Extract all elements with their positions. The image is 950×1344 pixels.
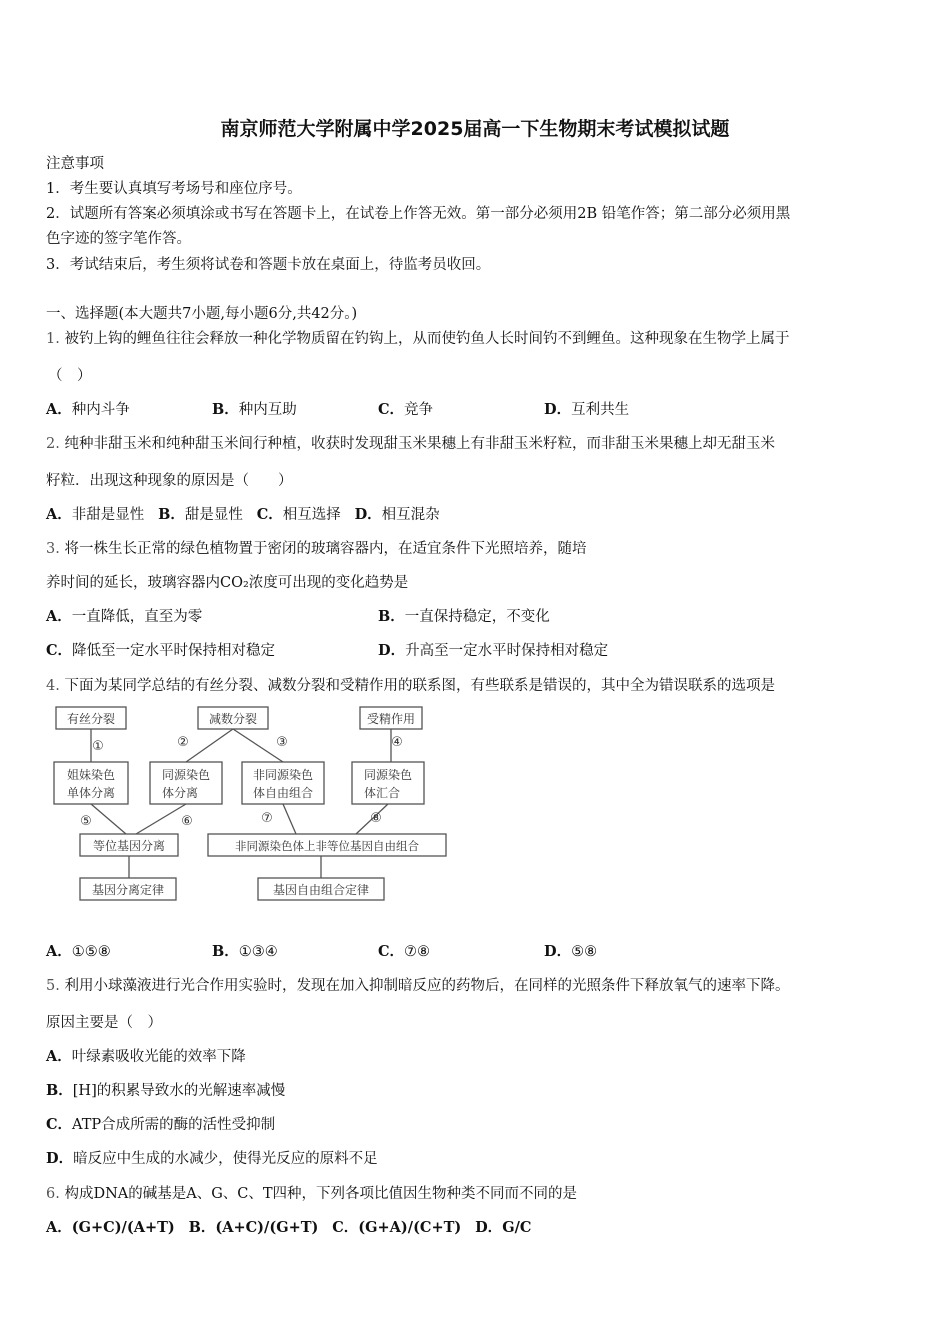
- question-2: [46, 432, 775, 453]
- option-c: [378, 398, 433, 419]
- option-label: C．: [256, 506, 283, 523]
- option-label: D．: [544, 401, 572, 418]
- question-text: 将一株生长正常的绿色植物置于密闭的玻璃容器内，在适宜条件下光照培养，随培: [64, 541, 587, 557]
- label-mitosis: 有丝分裂: [66, 712, 116, 726]
- marker-2: ②: [177, 735, 189, 750]
- option-text: 升高至一定水平时保持相对稳定: [405, 643, 609, 659]
- question-number: 5.: [46, 978, 60, 994]
- option-text: 降低至一定水平时保持相对稳定: [72, 643, 276, 659]
- option-text: ①⑤⑧: [71, 944, 111, 960]
- option-label: A．: [46, 608, 72, 625]
- option-d: [544, 940, 597, 961]
- marker-4: ④: [391, 735, 403, 750]
- option-c: [378, 940, 430, 961]
- option-label: C．: [378, 943, 405, 960]
- option-a: [46, 605, 202, 626]
- option-c: [46, 639, 275, 660]
- option-label: D．: [378, 642, 406, 659]
- option-a: [46, 1045, 246, 1066]
- option-d: [46, 1147, 378, 1168]
- option-text: 种内斗争: [71, 402, 130, 418]
- option-text: 叶绿素吸收光能的效率下降: [71, 1049, 246, 1065]
- notice-item: 色字迹的签字笔作答。: [46, 231, 191, 247]
- option-label: B．: [158, 506, 185, 523]
- question-number: 4.: [46, 678, 60, 694]
- option-text: 一直保持稳定，不变化: [404, 609, 550, 625]
- marker-5: ⑤: [80, 814, 92, 829]
- question-number: 6.: [46, 1186, 60, 1202]
- option-text: (G+A)/(C+T): [358, 1219, 462, 1236]
- question-text: 下面为某同学总结的有丝分裂、减数分裂和受精作用的联系图，有些联系是错误的，其中全为错误联系的选项是: [64, 678, 775, 694]
- option-text: 相互选择: [282, 507, 341, 523]
- question-text: 原因主要是（ ）: [46, 1015, 162, 1031]
- option-label: A．: [46, 1048, 72, 1065]
- option-text: (A+C)/(G+T): [215, 1219, 319, 1236]
- marker-7: ⑦: [261, 811, 273, 826]
- option-text: (G+C)/(A+T): [71, 1219, 175, 1236]
- label-homolog-sep-2: 体分离: [161, 786, 199, 800]
- question-1: [46, 327, 789, 348]
- option-label: A．: [46, 506, 72, 523]
- option-label: C．: [378, 401, 405, 418]
- option-d: [544, 398, 629, 419]
- option-b: [212, 398, 297, 419]
- option-label: B．: [212, 401, 239, 418]
- label-homolog-join-1: 同源染色: [363, 768, 413, 782]
- marker-1: ①: [92, 739, 104, 754]
- marker-3: ③: [276, 735, 288, 750]
- notice-item: 3．考试结束后，考生须将试卷和答题卡放在桌面上，待监考员收回。: [46, 257, 491, 273]
- question-4: [46, 674, 775, 695]
- option-label: B．: [378, 608, 405, 625]
- option-b: [378, 605, 550, 626]
- marker-6: ⑥: [181, 814, 193, 829]
- option-label: B．: [188, 1219, 216, 1236]
- label-segregation-law: 基因分离定律: [91, 883, 165, 897]
- option-text: 非甜是显性: [71, 507, 145, 523]
- notice-heading: 注意事项: [46, 156, 104, 172]
- option-text: 甜是显性: [184, 507, 243, 523]
- question-text: 养时间的延长，玻璃容器内CO₂浓度可出现的变化趋势是: [46, 575, 409, 591]
- option-label: D．: [354, 506, 382, 523]
- label-homolog-sep-1: 同源染色: [161, 768, 211, 782]
- option-b: [212, 940, 278, 961]
- label-sister-1: 姐妹染色: [66, 768, 116, 782]
- question-6: [46, 1182, 577, 1203]
- option-d: [378, 639, 608, 660]
- option-a: [46, 398, 130, 419]
- question-text: 构成DNA的碱基是A、G、C、T四种，下列各项比值因生物种类不同而不同的是: [64, 1186, 578, 1202]
- option-text: 互利共生: [571, 402, 630, 418]
- label-assortment-law: 基因自由组合定律: [272, 883, 370, 897]
- notice-item: 1．考生要认真填写考场号和座位序号。: [46, 181, 302, 197]
- question-number: 2.: [46, 436, 60, 452]
- option-text: 暗反应中生成的水减少，使得光反应的原料不足: [73, 1151, 378, 1167]
- option-text: [H]的积累导致水的光解速率减慢: [72, 1083, 286, 1099]
- option-text: G/C: [502, 1219, 532, 1236]
- option-b: [46, 1079, 285, 1100]
- option-label: D．: [46, 1150, 74, 1167]
- option-label: D．: [544, 943, 572, 960]
- option-label: B．: [212, 943, 239, 960]
- option-text: ⑦⑧: [404, 944, 431, 960]
- option-label: B．: [46, 1082, 73, 1099]
- label-nonhomolog-2: 体自由组合: [252, 786, 314, 800]
- option-label: C．: [46, 642, 73, 659]
- label-meiosis: 减数分裂: [208, 712, 258, 726]
- label-allele-separation: 等位基因分离: [92, 839, 166, 853]
- question-text: 被钓上钩的鲤鱼往往会释放一种化学物质留在钓钩上，从而使钓鱼人长时间钓不到鲤鱼。这种现象在生物学上属于: [64, 331, 790, 347]
- label-fertilization: 受精作用: [366, 712, 416, 726]
- option-label: A．: [46, 401, 72, 418]
- question-text: 纯种非甜玉米和纯种甜玉米间行种植，收获时发现甜玉米果穗上有非甜玉米籽粒，而非甜玉米果穗上却无甜玉米: [64, 436, 775, 452]
- section-heading: 一、选择题(本大题共7小题,每小题6分,共42分。): [46, 306, 358, 322]
- option-text: ATP合成所需的酶的活性受抑制: [72, 1117, 276, 1133]
- option-row: [46, 503, 440, 524]
- option-row: [46, 1216, 531, 1237]
- question-5: [46, 974, 789, 995]
- page-title: 南京师范大学附属中学2025届高一下生物期末考试模拟试题: [220, 118, 730, 140]
- label-nonhomolog-1: 非同源染色: [252, 768, 314, 782]
- option-text: ①③④: [238, 944, 278, 960]
- label-sister-2: 单体分离: [66, 786, 116, 800]
- notice-item: 2．试题所有答案必须填涂或书写在答题卡上，在试卷上作答无效。第一部分必须用2B 铅笔作答；第二部分必须用黑: [46, 206, 791, 222]
- marker-8: ⑧: [370, 811, 382, 826]
- question-text: 利用小球藻液进行光合作用实验时，发现在加入抑制暗反应的药物后，在同样的光照条件下释放氧气的速率下降。: [64, 978, 790, 994]
- option-text: 一直降低，直至为零: [71, 609, 203, 625]
- question-text: （ ）: [48, 368, 92, 384]
- label-homolog-join-2: 体汇合: [363, 786, 401, 800]
- option-label: A．: [46, 1219, 72, 1236]
- question-number: 3.: [46, 541, 60, 557]
- option-c: [46, 1113, 275, 1134]
- label-nonallele-combination: 非同源染色体上非等位基因自由组合: [235, 839, 419, 853]
- option-label: A．: [46, 943, 72, 960]
- option-text: ⑤⑧: [571, 944, 598, 960]
- option-text: 种内互助: [238, 402, 297, 418]
- option-label: C．: [332, 1219, 359, 1236]
- division-diagram: [46, 700, 456, 908]
- question-text: 籽粒．出现这种现象的原因是（ ）: [46, 473, 293, 489]
- option-text: 相互混杂: [381, 507, 440, 523]
- option-text: 竞争: [404, 402, 434, 418]
- option-label: C．: [46, 1116, 73, 1133]
- question-3: [46, 537, 586, 558]
- question-number: 1.: [46, 331, 60, 347]
- option-label: D．: [475, 1219, 503, 1236]
- option-a: [46, 940, 111, 961]
